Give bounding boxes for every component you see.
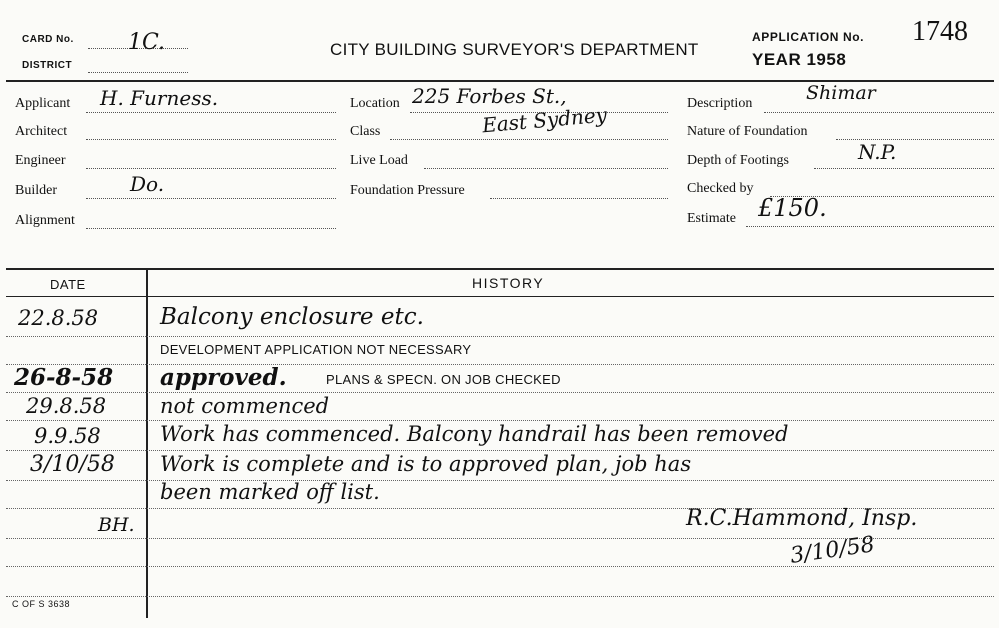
row-6-entry: Work is complete and is to approved plan, job has — [160, 452, 692, 476]
row-6-date: 3/10/58 — [30, 452, 115, 477]
row-4-date: 29.8.58 — [26, 394, 107, 418]
description-value: Shimar — [806, 82, 876, 104]
card-no-value: 1C. — [128, 30, 166, 55]
nature-of-foundation-label: Nature of Foundation — [687, 124, 808, 139]
row-2-stamp: DEVELOPMENT APPLICATION NOT NECESSARY — [160, 342, 472, 357]
location-label: Location — [350, 96, 400, 111]
alignment-label: Alignment — [15, 213, 75, 228]
location-value: 225 Forbes St., — [412, 84, 567, 108]
architect-label: Architect — [15, 124, 68, 139]
description-label: Description — [687, 96, 753, 111]
row-5-entry: Work has commenced. Balcony handrail has been removed — [160, 422, 789, 446]
row-1-entry: Balcony enclosure etc. — [160, 304, 424, 330]
applicant-label: Applicant — [15, 96, 71, 111]
row-1-date: 22.8.58 — [18, 306, 99, 330]
estimate-value: £150. — [758, 194, 827, 222]
row-3-date: 26-8-58 — [14, 364, 114, 391]
estimate-label: Estimate — [687, 211, 736, 226]
district-label: DISTRICT — [22, 60, 73, 71]
live-load-label: Live Load — [350, 153, 408, 168]
inspector-signature: R.C.Hammond, Insp. — [686, 506, 918, 531]
depth-of-footings-value: N.P. — [858, 140, 897, 164]
class-value: East Sydney — [481, 102, 608, 138]
row-3-entry: approved. — [160, 364, 287, 391]
checked-by-label: Checked by — [687, 181, 754, 196]
row-5-date: 9.9.58 — [34, 424, 101, 448]
department-title: CITY BUILDING SURVEYOR'S DEPARTMENT — [330, 40, 699, 59]
initials: BH. — [98, 514, 135, 536]
history-column-header: HISTORY — [472, 275, 545, 291]
year-label: YEAR 1958 — [752, 50, 847, 69]
application-no-label: APPLICATION No. — [752, 30, 865, 44]
card-no-label: CARD No. — [22, 34, 74, 45]
row-3-stamp: PLANS & SPECN. ON JOB CHECKED — [326, 372, 561, 387]
depth-of-footings-label: Depth of Footings — [687, 153, 789, 168]
applicant-value: H. Furness. — [100, 86, 219, 110]
form-code: C OF S 3638 — [12, 599, 71, 609]
class-label: Class — [350, 124, 381, 139]
date-column-header: DATE — [50, 277, 86, 292]
builder-label: Builder — [15, 183, 57, 198]
application-no-value: 1748 — [912, 16, 968, 47]
signature-date: 3/10/58 — [788, 532, 877, 569]
builder-value: Do. — [130, 172, 165, 196]
row-7-entry: been marked off list. — [160, 480, 380, 504]
row-4-entry: not commenced — [160, 394, 330, 418]
foundation-pressure-label: Foundation Pressure — [350, 183, 465, 198]
engineer-label: Engineer — [15, 153, 66, 168]
